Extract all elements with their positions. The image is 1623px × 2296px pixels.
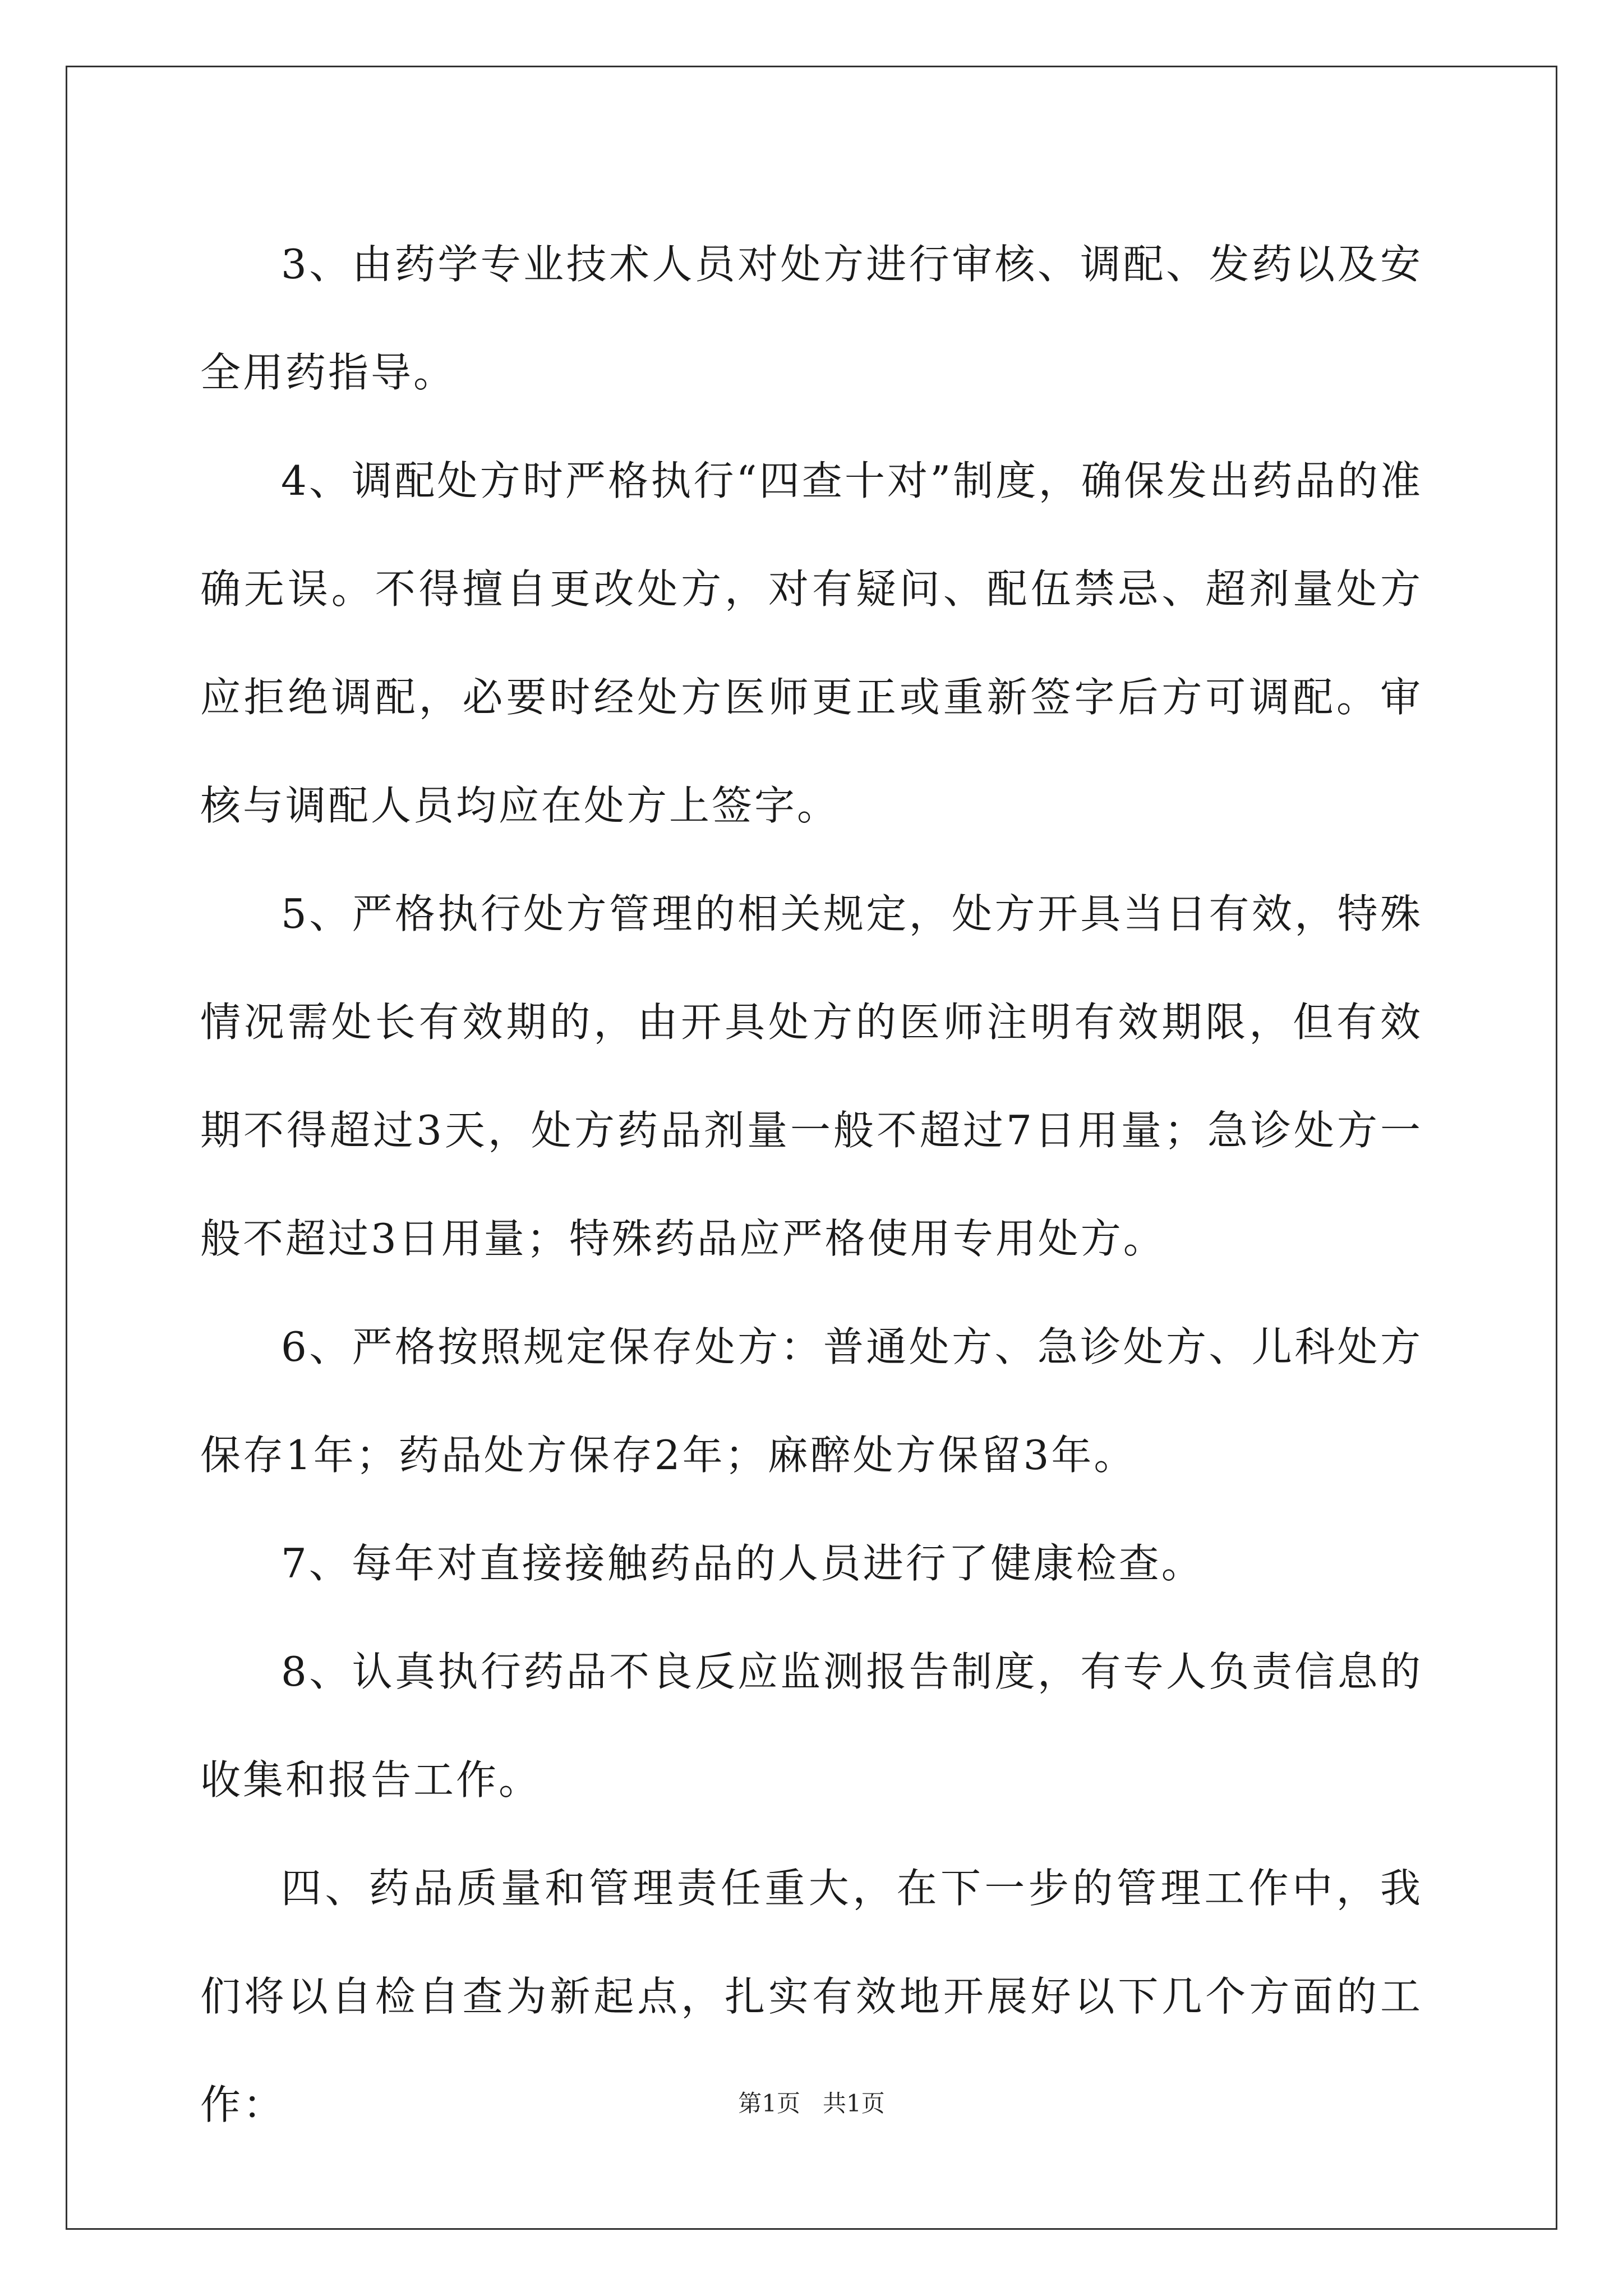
paragraph-item-8: 8、认真执行药品不良反应监测报告制度，有专人负责信息的收集和报告工作。 [200,1648,1423,1803]
document-body [200,210,1423,2159]
paragraph-item-4: 4、调配处方时严格执行“四查十对”制度，确保发出药品的准确无误。不得擅自更改处方，对有疑问、配伍禁忌、超剂量处方应拒绝调配，必要时经处方医师更正或重新签字后方可调配。审核与调配人员均应在处方上签字。 [200,457,1423,829]
page-number: 第1页 [738,2090,800,2117]
paragraph-section-4: 四、药品质量和管理责任重大，在下一步的管理工作中，我们将以自检自查为新起点，扎实有效地开展好以下几个方面的工作： [200,1865,1423,2128]
page-footer [0,2087,1623,2120]
paragraph-item-5: 5、严格执行处方管理的相关规定，处方开具当日有效，特殊情况需处长有效期的，由开具处方的医师注明有效期限，但有效期不得超过3天，处方药品剂量一般不超过7日用量；急诊处方一般不超过3日用量；特殊药品应严格使用专用处方。 [200,890,1423,1262]
paragraph-item-3: 3、由药学专业技术人员对处方进行审核、调配、发药以及安全用药指导。 [200,241,1423,396]
paragraph-item-7: 7、每年对直接接触药品的人员进行了健康检查。 [281,1540,1204,1587]
paragraph-item-6: 6、严格按照规定保存处方：普通处方、急诊处方、儿科处方保存1年；药品处方保存2年；麻醉处方保留3年。 [200,1323,1423,1479]
page-total: 共1页 [823,2090,885,2117]
